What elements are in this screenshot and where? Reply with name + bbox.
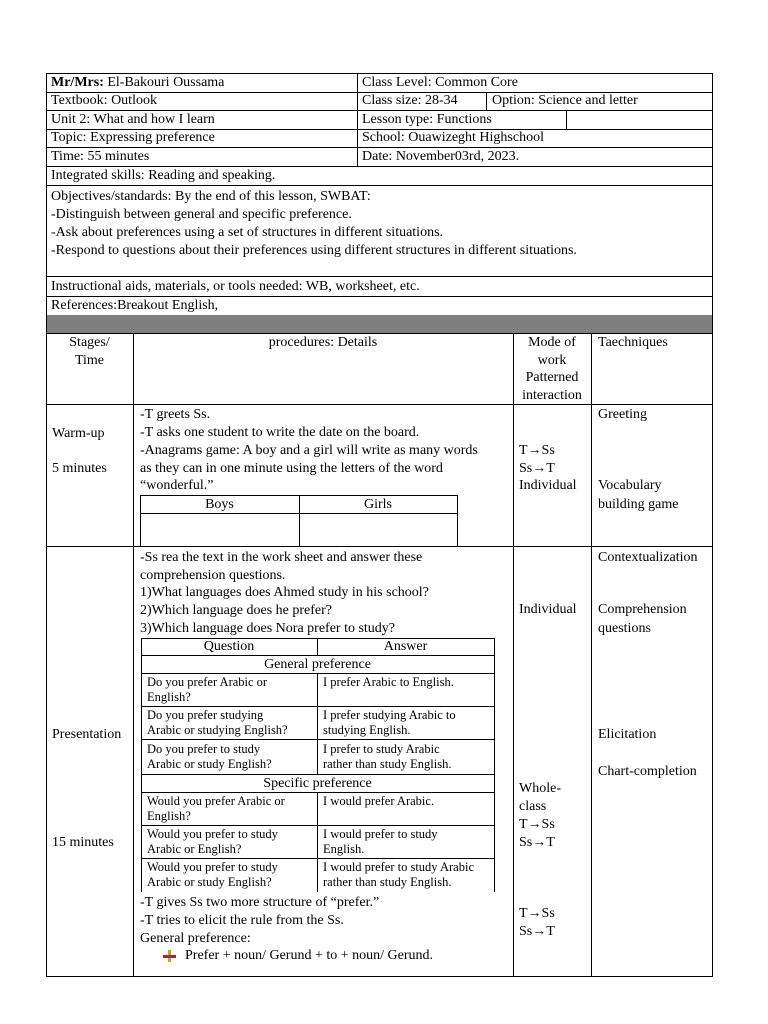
question-text: Do you prefer to study (147, 742, 261, 756)
school: School: Ouawizeght Highschool (362, 130, 544, 145)
presentation-mode: Individual (519, 602, 577, 617)
warmup-mode: Ss→T (519, 461, 555, 476)
rule (712, 73, 713, 977)
rule (317, 792, 318, 892)
question-text: Do you prefer studying (147, 708, 264, 722)
bullet-arrow-icon (163, 949, 177, 963)
specific-preference-label: Specific preference (263, 776, 372, 791)
general-preference-label: General preference (264, 657, 371, 672)
answer-text: English. (323, 842, 365, 856)
answer-text: rather than study English. (323, 757, 452, 771)
table-row-answer (323, 860, 474, 890)
presentation-stage: Presentation (52, 727, 122, 742)
presentation-technique: Elicitation (598, 727, 657, 742)
question-text: Do you prefer Arabic or (147, 675, 268, 689)
rule (566, 110, 567, 129)
mode-header: work (537, 353, 567, 368)
warmup-line: “wonderful.” (140, 478, 214, 493)
table-row-question (147, 860, 278, 890)
question-text: Would you prefer to study (147, 827, 278, 841)
time-header: Time (74, 353, 105, 368)
presentation-technique: Contextualization (598, 550, 698, 565)
presentation-line: 2)Which language does he prefer? (140, 603, 333, 618)
gray-separator-band (46, 315, 713, 333)
procedures-header: procedures: Details (268, 335, 378, 350)
rule-formula: Prefer + noun/ Gerund + to + noun/ Gerund. (185, 948, 434, 963)
answer-text: I prefer to study Arabic (323, 742, 440, 756)
presentation-mode: T→Ss (519, 817, 555, 832)
answer-text: rather than study English. (323, 875, 452, 889)
class-size: Class size: 28-34 (362, 93, 458, 108)
rule (591, 333, 592, 977)
question-text: Arabic or English? (147, 842, 242, 856)
instructional-aids: Instructional aids, materials, or tools needed: WB, worksheet, etc. (51, 279, 420, 294)
table-row-question (147, 827, 278, 857)
table-row-question (147, 742, 272, 772)
warmup-technique: building game (598, 497, 679, 512)
warmup-stage: Warm-up (52, 426, 105, 441)
presentation-line: 1)What languages does Ahmed study in his school? (140, 585, 429, 600)
presentation-technique: Comprehension (598, 602, 687, 617)
warmup-line: -T asks one student to write the date on the board. (140, 425, 420, 440)
rule (46, 404, 713, 405)
answer-text: I would prefer to study Arabic (323, 860, 475, 874)
question-text: Arabic or study English? (147, 875, 272, 889)
rule (141, 638, 142, 892)
presentation-technique: Chart-completion (598, 764, 697, 779)
answer-text: studying English. (323, 723, 411, 737)
question-text: English? (147, 690, 191, 704)
teacher-name: El-Bakouri Oussama (103, 75, 225, 90)
question-text: Arabic or study English? (147, 757, 272, 771)
warmup-mode: Individual (519, 478, 577, 493)
teacher-cell (51, 74, 224, 92)
question-text: Arabic or studying English? (147, 723, 288, 737)
girls-header: Girls (364, 497, 392, 512)
rule (133, 333, 134, 977)
question-text: English? (147, 809, 191, 823)
rule (494, 638, 495, 892)
date: Date: November03rd, 2023. (362, 149, 520, 164)
rule (46, 185, 713, 186)
rule (513, 333, 514, 977)
question-header: Question (203, 639, 255, 654)
teacher-label: Mr/Mrs: (51, 75, 104, 90)
rule (317, 673, 318, 774)
references: References:Breakout English, (51, 298, 219, 313)
mode-header: Mode of (528, 335, 576, 350)
lesson-type: Lesson type: Functions (362, 112, 492, 127)
table-row-answer: I would prefer Arabic. (323, 794, 435, 808)
class-level: Class Level: Common Core (362, 75, 518, 90)
boys-header: Boys (205, 497, 234, 512)
warmup-line: -T greets Ss. (140, 407, 211, 422)
table-row-answer (323, 708, 456, 738)
rule (46, 976, 713, 977)
question-text: Would you prefer to study (147, 860, 278, 874)
objective-line: -Ask about preferences using a set of structures in different situations. (51, 225, 444, 240)
mode-header: interaction (522, 388, 582, 403)
table-row-question (147, 708, 288, 738)
warmup-mode: T→Ss (519, 443, 555, 458)
answer-text: I prefer studying Arabic to (323, 708, 456, 722)
table-row-answer (323, 827, 438, 857)
presentation-mode: T→Ss (519, 906, 555, 921)
answer-header: Answer (383, 639, 428, 654)
presentation-technique: questions (598, 621, 651, 636)
table-row-question (147, 794, 285, 824)
presentation-after-line: -T tries to elicit the rule from the Ss. (140, 913, 344, 928)
table-row-answer: I prefer Arabic to English. (323, 675, 454, 689)
integrated-skills: Integrated skills: Reading and speaking. (51, 168, 276, 183)
objective-line: -Respond to questions about their preferences using different structures in different situations. (51, 243, 577, 258)
presentation-after-line: General preference: (140, 931, 251, 946)
warmup-line: -Anagrams game: A boy and a girl will write as many words (140, 443, 478, 458)
presentation-mode: class (519, 799, 547, 814)
objectives-heading: Objectives/standards: By the end of this lesson, SWBAT: (51, 189, 371, 204)
presentation-time: 15 minutes (52, 835, 114, 850)
presentation-line: -Ss rea the text in the work sheet and answer these (140, 550, 423, 565)
warmup-line: as they can in one minute using the letters of the word (140, 461, 443, 476)
time: Time: 55 minutes (51, 149, 150, 164)
rule (46, 276, 713, 277)
warmup-time: 5 minutes (52, 461, 107, 476)
mode-header: Patterned (525, 370, 579, 385)
presentation-mode: Ss→T (519, 835, 555, 850)
warmup-technique: Vocabulary (598, 478, 662, 493)
textbook: Textbook: Outlook (51, 93, 157, 108)
table-row-question (147, 675, 311, 705)
warmup-technique: Greeting (598, 407, 647, 422)
rule (486, 92, 487, 110)
presentation-line: 3)Which language does Nora prefer to study? (140, 621, 396, 636)
answer-text: I would prefer to study (323, 827, 438, 841)
rule (457, 495, 458, 547)
presentation-mode: Ss→T (519, 924, 555, 939)
rule (357, 73, 358, 166)
topic: Topic: Expressing preference (51, 130, 215, 145)
objective-line: -Distinguish between general and specific preference. (51, 207, 352, 222)
unit: Unit 2: What and how I learn (51, 112, 215, 127)
option: Option: Science and letter (492, 93, 638, 108)
rule (46, 73, 47, 977)
table-row-answer (323, 742, 451, 772)
presentation-after-line: -T gives Ss two more structure of “prefer.” (140, 895, 380, 910)
question-text: Would you prefer Arabic or (147, 794, 285, 808)
presentation-line: comprehension questions. (140, 568, 286, 583)
presentation-mode: Whole- (519, 781, 561, 796)
techniques-header: Taechniques (598, 335, 668, 350)
stages-header: Stages/ (69, 335, 110, 350)
